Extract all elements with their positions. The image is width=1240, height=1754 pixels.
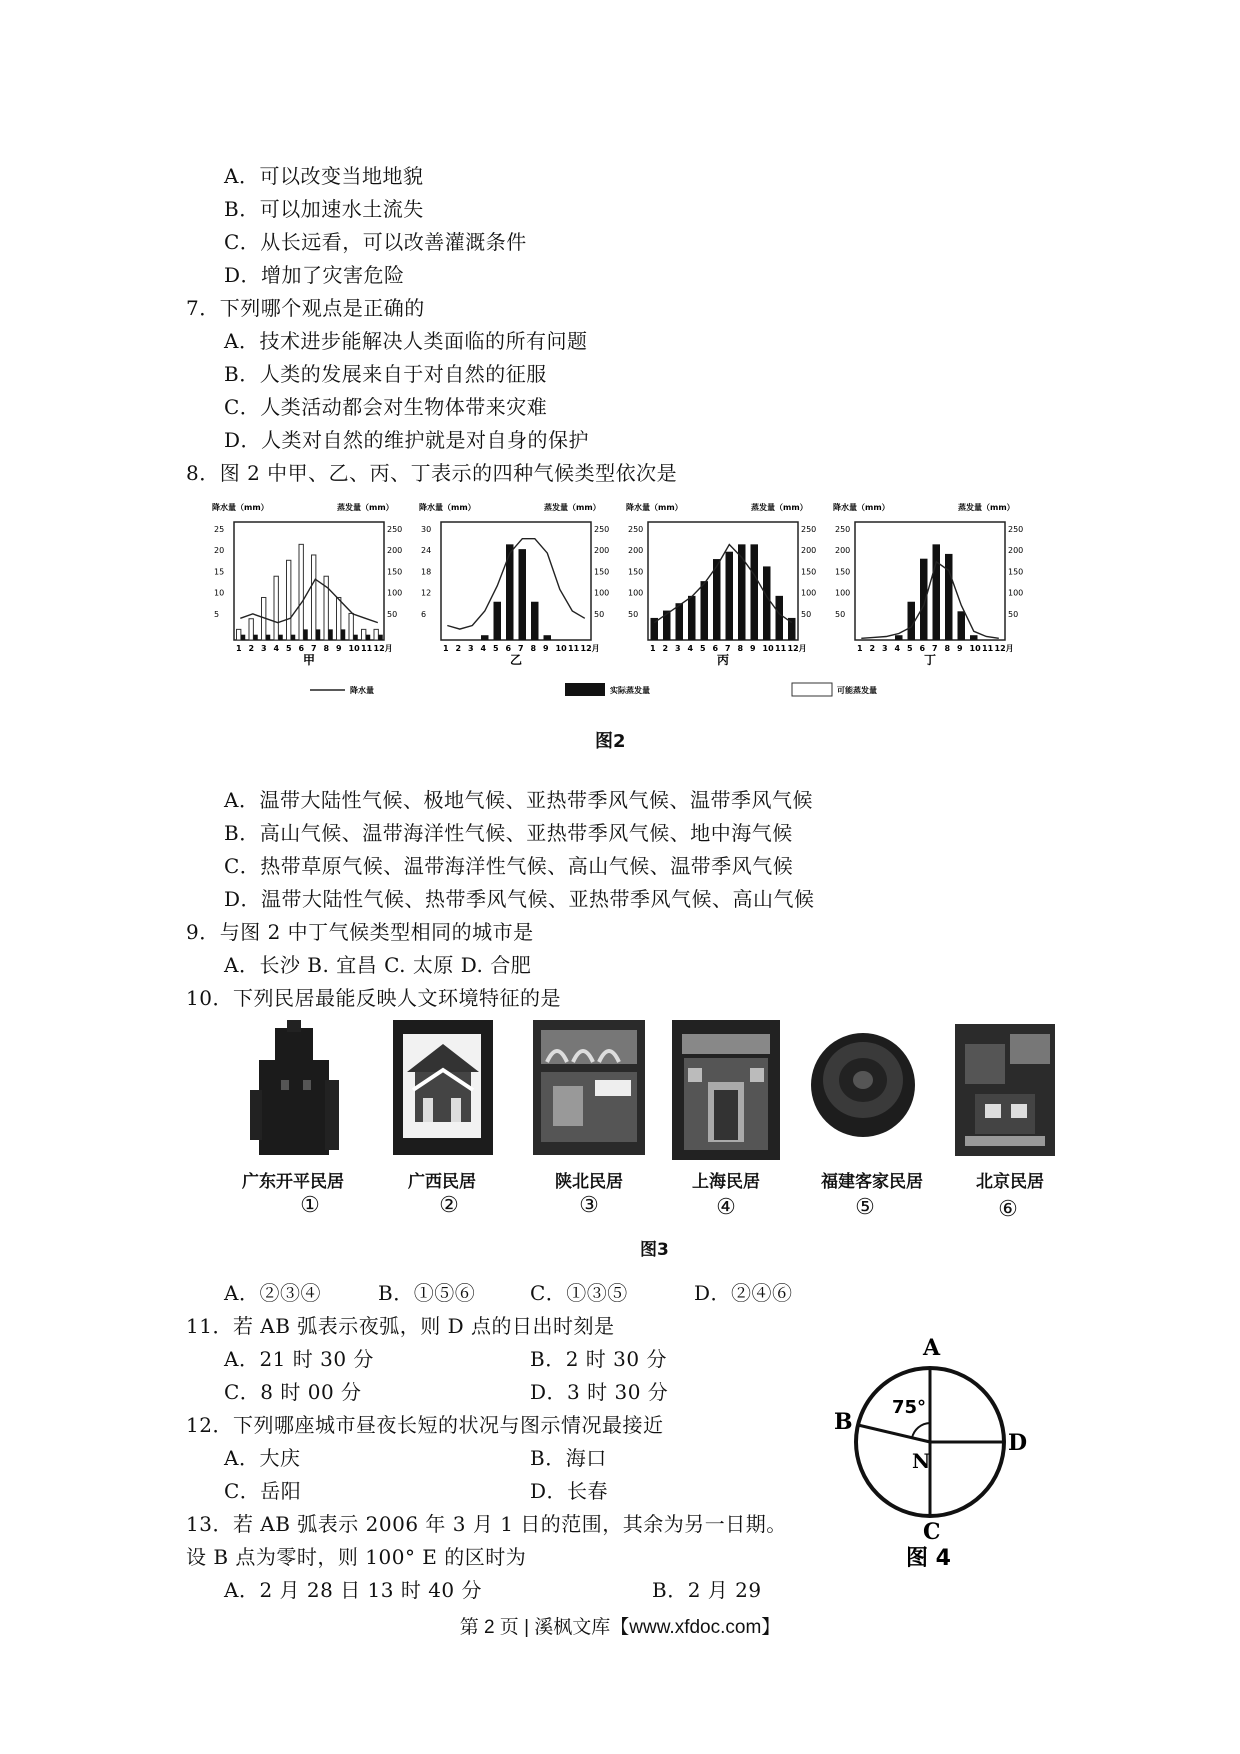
q9-options: A．长沙 B. 宜昌 C. 太原 D. 合肥	[224, 953, 532, 977]
q12-option-b: B．海口	[530, 1446, 607, 1470]
chart-0-right-tick: 50	[387, 609, 398, 619]
chart-2-actual-bar	[726, 552, 734, 640]
chart-2-actual-bar	[688, 596, 696, 640]
chart-3-actual-bar	[933, 544, 941, 640]
house-image-fujian-tulou	[808, 1030, 918, 1140]
chart-0-precip-line	[240, 579, 377, 622]
chart-0-month-label: 4	[273, 644, 280, 653]
figure-4-earth-diagram	[820, 1325, 1028, 1585]
q8-option-b: B．高山气候、温带海洋性气候、亚热带季风气候、地中海气候	[224, 821, 793, 845]
chart-0-right-tick: 100	[387, 588, 403, 598]
legend-actual-label: 实际蒸发量	[610, 686, 650, 695]
q12-option-c: C．岳阳	[224, 1479, 302, 1503]
chart-2-month-label: 3	[675, 644, 681, 653]
chart-0-right-header: 蒸发量（mm）	[337, 503, 394, 512]
chart-0-month-label: 5	[286, 644, 292, 653]
chart-0-actual-bar	[378, 635, 382, 640]
chart-2-month-label: 4	[687, 644, 694, 653]
chart-1-month-label: 9	[543, 644, 549, 653]
q7-stem: 7．下列哪个观点是正确的	[186, 296, 425, 320]
house-label-2: 广西民居	[408, 1172, 476, 1192]
house-num-4: ④	[716, 1195, 736, 1220]
q6-option-a: A．可以改变当地地貌	[224, 164, 424, 188]
q7-option-a: A．技术进步能解决人类面临的所有问题	[224, 329, 588, 353]
q13-option-a: A．2 月 28 日 13 时 40 分	[224, 1578, 483, 1602]
chart-2-month-label: 7	[725, 644, 731, 653]
chart-0-potential-bar	[249, 619, 253, 640]
chart-0-label: 甲	[303, 653, 316, 667]
chart-2-right-tick: 100	[801, 588, 817, 598]
chart-3-right-tick: 50	[1008, 609, 1019, 619]
q13-stem-line1: 13．若 AB 弧表示 2006 年 3 月 1 日的范围，其余为另一日期。	[186, 1512, 787, 1536]
q10-option-d: D．②④⑥	[694, 1281, 793, 1305]
q11-stem: 11．若 AB 弧表示夜弧，则 D 点的日出时刻是	[186, 1314, 615, 1338]
chart-3-precip-line	[861, 562, 999, 639]
chart-1-label: 乙	[510, 653, 523, 667]
chart-2-label: 丙	[717, 653, 730, 667]
chart-0-actual-bar	[241, 635, 245, 640]
chart-2-precip-line	[654, 545, 792, 623]
chart-0-month-label: 12月	[373, 644, 393, 653]
house-image-guangxi	[393, 1020, 493, 1155]
chart-2-right-tick: 250	[801, 525, 817, 534]
chart-2-month-label: 2	[662, 644, 669, 653]
chart-3-month-label: 2	[869, 644, 876, 653]
chart-1-actual-bar	[531, 602, 539, 640]
chart-1-month-label: 8	[530, 644, 537, 653]
house-num-6: ⑥	[998, 1197, 1018, 1222]
legend-potential-swatch	[792, 683, 832, 696]
q8-option-c: C．热带草原气候、温带海洋性气候、高山气候、温带季风气候	[224, 854, 794, 878]
chart-0-left-tick: 10	[214, 588, 225, 598]
chart-2-actual-bar	[713, 559, 721, 640]
q11-option-d: D．3 时 30 分	[530, 1380, 669, 1404]
chart-2-month-label: 9	[750, 644, 756, 653]
chart-0-actual-bar	[353, 635, 357, 640]
figure-4-label-n: N	[912, 1449, 931, 1473]
chart-3-month-label: 12月	[994, 644, 1014, 653]
figure-2-caption: 图2	[595, 731, 626, 752]
chart-2-left-tick: 150	[628, 567, 644, 577]
figure-4-label-c: C	[923, 1519, 941, 1545]
chart-2-month-label: 6	[712, 644, 719, 653]
house-num-1: ①	[300, 1193, 320, 1218]
chart-0-month-label: 8	[323, 644, 330, 653]
chart-1-month-label: 11	[568, 644, 580, 653]
chart-0-potential-bar	[349, 613, 353, 640]
chart-0-month-label: 2	[248, 644, 255, 653]
chart-3-frame	[855, 522, 1005, 640]
chart-3-month-label: 7	[932, 644, 938, 653]
legend-actual-swatch	[565, 683, 605, 696]
house-label-6: 北京民居	[976, 1172, 1044, 1192]
chart-2-left-header: 降水量（mm）	[626, 503, 683, 512]
chart-2-left-tick: 50	[628, 609, 639, 619]
page-footer: 第 2 页 | 溪枫文库【www.xfdoc.com】	[459, 1617, 781, 1638]
q12-option-d: D．长春	[530, 1479, 609, 1503]
chart-1-right-header: 蒸发量（mm）	[544, 503, 601, 512]
chart-3-left-tick: 150	[835, 567, 851, 577]
chart-3-month-label: 1	[857, 644, 863, 653]
chart-3-right-header: 蒸发量（mm）	[958, 503, 1015, 512]
chart-1-actual-bar	[544, 635, 552, 640]
chart-2-left-tick: 200	[628, 546, 644, 556]
legend-precip-label: 降水量	[350, 686, 374, 695]
chart-1-month-label: 5	[493, 644, 499, 653]
chart-1-left-tick: 30	[421, 525, 432, 534]
q12-option-a: A．大庆	[224, 1446, 301, 1470]
chart-0-month-label: 3	[261, 644, 267, 653]
chart-0-actual-bar	[303, 629, 307, 640]
chart-3-actual-bar	[920, 559, 928, 640]
house-label-3: 陕北民居	[555, 1172, 623, 1192]
chart-1-left-header: 降水量（mm）	[419, 503, 476, 512]
chart-1-month-label: 7	[518, 644, 524, 653]
chart-0-right-tick: 250	[387, 525, 403, 534]
house-num-5: ⑤	[855, 1195, 875, 1220]
q7-option-d: D．人类对自然的维护就是对自身的保护	[224, 428, 590, 452]
chart-3-month-label: 4	[894, 644, 901, 653]
chart-0-actual-bar	[316, 629, 320, 640]
chart-3-right-tick: 150	[1008, 567, 1024, 577]
house-label-1: 广东开平民居	[242, 1172, 344, 1192]
chart-0-month-label: 6	[298, 644, 305, 653]
chart-3-actual-bar	[908, 602, 916, 640]
chart-0-potential-bar	[362, 629, 366, 640]
chart-3-month-label: 3	[882, 644, 888, 653]
chart-0-left-tick: 25	[214, 525, 225, 534]
chart-0-month-label: 9	[336, 644, 342, 653]
chart-2-left-tick: 100	[628, 588, 644, 598]
q13-option-b: B．2 月 29	[652, 1578, 762, 1602]
chart-1-actual-bar	[481, 635, 489, 640]
chart-0-left-header: 降水量（mm）	[212, 503, 269, 512]
chart-2-month-label: 1	[650, 644, 656, 653]
chart-1-month-label: 2	[455, 644, 462, 653]
chart-2-month-label: 11	[775, 644, 787, 653]
chart-3-left-tick: 200	[835, 546, 851, 556]
chart-1-left-tick: 18	[421, 567, 432, 577]
figure-4-label-d: D	[1008, 1430, 1028, 1456]
q10-option-b: B．①⑤⑥	[378, 1281, 476, 1305]
chart-0-potential-bar	[274, 576, 278, 640]
chart-0-actual-bar	[253, 635, 257, 640]
chart-1-left-tick: 12	[421, 588, 432, 598]
chart-0-potential-bar	[312, 555, 316, 640]
chart-1-month-label: 3	[468, 644, 474, 653]
chart-1-right-tick: 250	[594, 525, 610, 534]
chart-3-actual-bar	[958, 611, 966, 640]
chart-2-right-tick: 200	[801, 546, 817, 556]
chart-3-month-label: 6	[919, 644, 926, 653]
q6-option-d: D．增加了灾害危险	[224, 263, 405, 287]
chart-3-actual-bar	[970, 635, 978, 640]
chart-0-frame	[234, 522, 384, 640]
chart-1-month-label: 10	[555, 644, 567, 653]
house-image-beijing	[955, 1024, 1055, 1156]
chart-0-right-tick: 200	[387, 546, 403, 556]
chart-2-month-label: 8	[737, 644, 744, 653]
chart-1-precip-line	[447, 539, 585, 629]
figure-4-label-a: A	[923, 1335, 941, 1361]
chart-1-left-tick: 24	[421, 546, 432, 556]
chart-1-left-tick: 6	[421, 609, 427, 619]
chart-3-left-header: 降水量（mm）	[833, 503, 890, 512]
q13-stem-line2: 设 B 点为零时，则 100° E 的区时为	[186, 1545, 527, 1569]
chart-3-right-tick: 250	[1008, 525, 1024, 534]
chart-1-right-tick: 200	[594, 546, 610, 556]
chart-3-month-label: 9	[957, 644, 963, 653]
chart-0-actual-bar	[328, 629, 332, 640]
figure-4-angle-arc	[912, 1423, 930, 1438]
chart-3-actual-bar	[945, 554, 953, 640]
chart-3-month-label: 10	[969, 644, 981, 653]
figure-3-caption: 图3	[640, 1240, 669, 1260]
chart-2-actual-bar	[701, 581, 709, 640]
chart-3-right-tick: 200	[1008, 546, 1024, 556]
chart-0-month-label: 1	[236, 644, 242, 653]
chart-0-potential-bar	[237, 629, 241, 640]
house-num-2: ②	[439, 1193, 459, 1218]
chart-0-actual-bar	[366, 635, 370, 640]
house-image-shanghai	[672, 1020, 780, 1160]
chart-2-actual-bar	[738, 544, 746, 640]
chart-0-actual-bar	[278, 635, 282, 640]
q6-option-c: C．从长远看，可以改善灌溉条件	[224, 230, 527, 254]
chart-1-month-label: 1	[443, 644, 449, 653]
q11-option-c: C．8 时 00 分	[224, 1380, 362, 1404]
figure-2-climate-charts	[210, 500, 1040, 750]
chart-0-potential-bar	[299, 544, 303, 640]
chart-3-month-label: 5	[907, 644, 913, 653]
chart-0-potential-bar	[337, 597, 341, 640]
chart-3-month-label: 11	[982, 644, 994, 653]
chart-0-month-label: 7	[311, 644, 317, 653]
house-label-4: 上海民居	[692, 1172, 760, 1192]
q8-option-d: D．温带大陆性气候、热带季风气候、亚热带季风气候、高山气候	[224, 887, 815, 911]
chart-3-left-tick: 50	[835, 609, 846, 619]
q11-option-a: A．21 时 30 分	[224, 1347, 374, 1371]
chart-1-month-label: 6	[505, 644, 512, 653]
chart-1-actual-bar	[494, 602, 502, 640]
chart-1-right-tick: 50	[594, 609, 605, 619]
q11-option-b: B．2 时 30 分	[530, 1347, 667, 1371]
chart-1-frame	[441, 522, 591, 640]
chart-0-actual-bar	[266, 635, 270, 640]
chart-0-actual-bar	[341, 629, 345, 640]
chart-2-actual-bar	[763, 566, 771, 640]
chart-0-potential-bar	[287, 560, 291, 640]
chart-2-month-label: 5	[700, 644, 706, 653]
q7-option-c: C．人类活动都会对生物体带来灾难	[224, 395, 548, 419]
chart-1-month-label: 12月	[580, 644, 600, 653]
q8-option-a: A．温带大陆性气候、极地气候、亚热带季风气候、温带季风气候	[224, 788, 813, 812]
chart-1-right-tick: 150	[594, 567, 610, 577]
chart-3-right-tick: 100	[1008, 588, 1024, 598]
chart-2-month-label: 10	[762, 644, 774, 653]
chart-2-left-tick: 250	[628, 525, 644, 534]
q10-stem: 10．下列民居最能反映人文环境特征的是	[186, 986, 561, 1010]
chart-3-left-tick: 100	[835, 588, 851, 598]
house-num-3: ③	[579, 1193, 599, 1218]
chart-0-month-label: 10	[348, 644, 360, 653]
chart-1-month-label: 4	[480, 644, 487, 653]
chart-2-month-label: 12月	[787, 644, 807, 653]
figure-4-caption: 图 4	[906, 1546, 951, 1571]
chart-0-left-tick: 5	[214, 609, 220, 619]
chart-2-right-tick: 50	[801, 609, 812, 619]
chart-0-actual-bar	[291, 635, 295, 640]
chart-3-left-tick: 250	[835, 525, 851, 534]
chart-2-right-tick: 150	[801, 567, 817, 577]
chart-2-right-header: 蒸发量（mm）	[751, 503, 808, 512]
chart-3-actual-bar	[895, 635, 903, 640]
chart-3-label: 丁	[924, 653, 937, 667]
q6-option-b: B．可以加速水土流失	[224, 197, 424, 221]
figure-4-angle-label: 75°	[892, 1397, 927, 1418]
q10-option-a: A．②③④	[224, 1281, 321, 1305]
chart-2-actual-bar	[676, 603, 684, 640]
chart-0-right-tick: 150	[387, 567, 403, 577]
house-image-kaiping	[245, 1020, 345, 1155]
q12-stem: 12．下列哪座城市昼夜长短的状况与图示情况最接近	[186, 1413, 664, 1437]
house-image-shaanbei	[533, 1020, 645, 1155]
figure-4-label-b: B	[834, 1409, 853, 1435]
house-label-5: 福建客家民居	[821, 1172, 923, 1192]
chart-0-month-label: 11	[361, 644, 373, 653]
chart-0-left-tick: 15	[214, 567, 225, 577]
q8-stem: 8．图 2 中甲、乙、丙、丁表示的四种气候类型依次是	[186, 461, 678, 485]
chart-1-right-tick: 100	[594, 588, 610, 598]
q9-stem: 9．与图 2 中丁气候类型相同的城市是	[186, 920, 534, 944]
chart-1-actual-bar	[519, 549, 527, 640]
chart-3-month-label: 8	[944, 644, 951, 653]
chart-2-actual-bar	[776, 596, 784, 640]
q7-option-b: B．人类的发展来自于对自然的征服	[224, 362, 547, 386]
q10-option-c: C．①③⑤	[530, 1281, 628, 1305]
chart-0-potential-bar	[374, 629, 378, 640]
chart-2-actual-bar	[751, 544, 759, 640]
legend-potential-label: 可能蒸发量	[837, 686, 877, 695]
chart-0-left-tick: 20	[214, 546, 225, 556]
